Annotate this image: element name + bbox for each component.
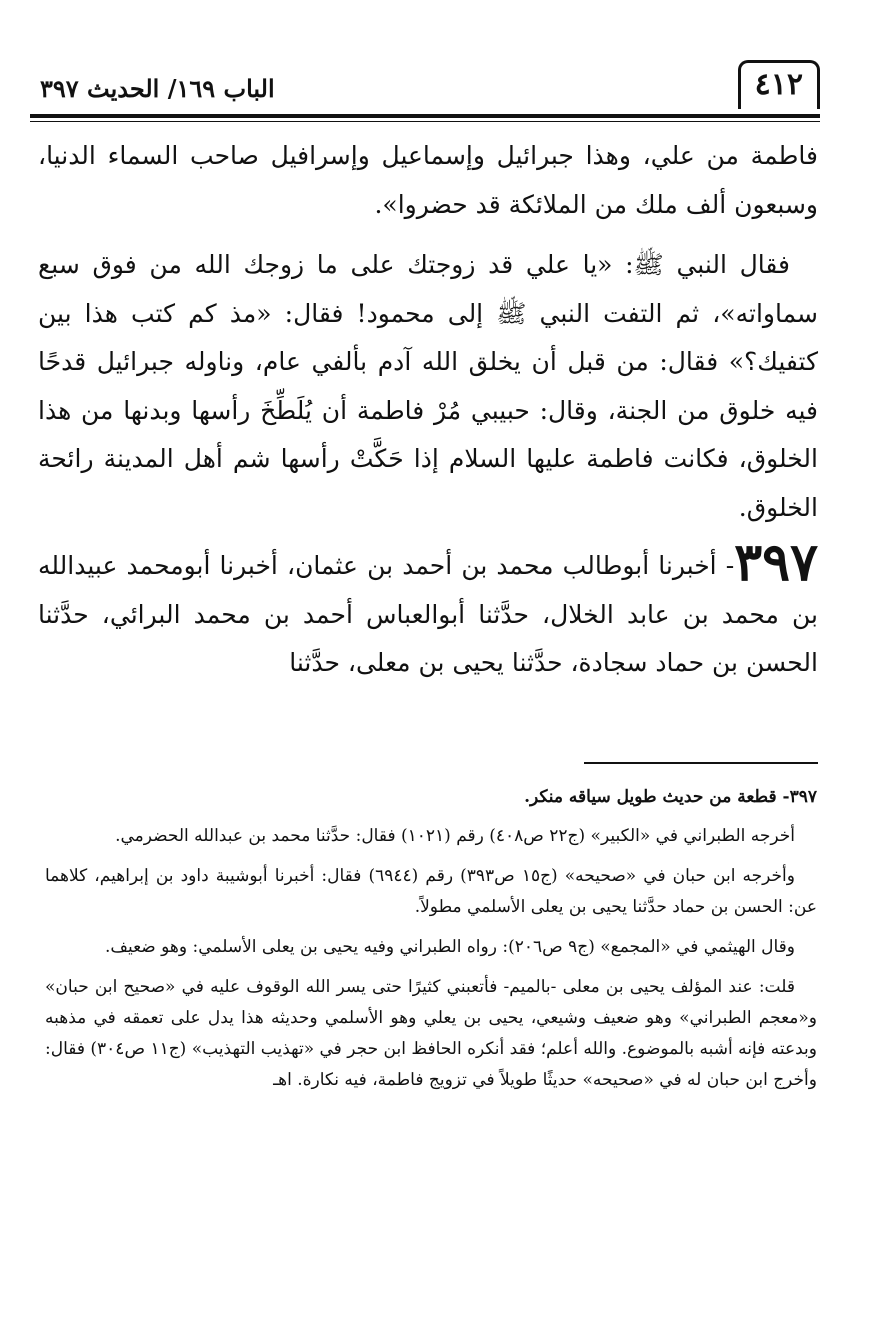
footnote-heading: ٣٩٧- قطعة من حديث طويل سياقه منكر. xyxy=(524,787,817,807)
footnote-4: قلت: عند المؤلف يحيى بن معلى -بالميم- فأتعبني كثيرًا حتى يسر الله الوقوف عليه في «صحيح ابن حبان» و«معجم الطبراني» وهو ضعيف وشيعي، يحيى بن يعلي وهو الأسلمي وحديثه هذا يدل على تعمقه في مذهبه وبدعته فإنه أشبه بالموضوع. والله أعلم؛ فقد أنكره الحافظ ابن حجر في «تهذيب التهذيب» (ج١١ ص٣٠٤) فقال: وأخرج ابن حبان له في «صحيحه» حديثًا طويلاً في تزويج فاطمة، فيه نكارة. اهـ xyxy=(45,977,817,1090)
running-title: الباب ١٦٩/ الحديث ٣٩٧ xyxy=(40,74,275,103)
paragraph-1: فاطمة من علي، وهذا جبرائيل وإسماعيل وإسرافيل صاحب السماء الدنيا، وسبعون ألف ملك من الملائكة قد حضروا». xyxy=(38,141,818,219)
header-rule-thick xyxy=(30,114,820,118)
main-text xyxy=(38,132,818,688)
footnote-1: أخرجه الطبراني في «الكبير» (ج٢٢ ص٤٠٨) رقم (١٠٢١) فقال: حدَّثنا محمد بن عبدالله الحضرمي. xyxy=(115,826,795,846)
paragraph-2: فقال النبي ﷺ: «يا علي قد زوجتك على ما زوجك الله من فوق سبع سماواته»، ثم التفت النبي ﷺ إلى محمود! فقال: «مذ كم كتب هذا بين كتفيك؟» فقال: من قبل أن يخلق الله آدم بألفي عام، وناوله جبرائيل قدحًا فيه خلوق من الجنة، وقال: حبيبي مُرْ فاطمة أن يُلَطِّخَ رأسها وبدنها من هذا الخلوق، فكانت فاطمة عليها السلام إذا حَكَّتْ رأسها شم أهل المدينة رائحة الخلوق. xyxy=(38,250,818,522)
hadith-number: ٣٩٧ xyxy=(734,532,818,593)
footnotes xyxy=(45,782,817,1105)
paragraph-3-container xyxy=(38,532,818,688)
header-rule-thin xyxy=(30,121,820,122)
page-number: ٤١٢ xyxy=(738,60,820,109)
footnote-2: وأخرجه ابن حبان في «صحيحه» (ج١٥ ص٣٩٣) رقم (٦٩٤٤) فقال: أخبرنا أبوشيبة داود بن إبراهيم، كلاهما عن: الحسن بن حماد حدَّثنا يحيى بن يعلى الأسلمي مطولاً. xyxy=(45,866,817,917)
paragraph-3: - أخبرنا أبوطالب محمد بن أحمد بن عثمان، أخبرنا أبومحمد عبيدالله بن محمد بن عابد الخلال، حدَّثنا أبوالعباس أحمد بن محمد البرائي، حدَّثنا الحسن بن حماد سجادة، حدَّثنا يحيى بن معلى، حدَّثنا xyxy=(38,551,818,677)
footnote-rule xyxy=(584,762,818,764)
footnote-3: وقال الهيثمي في «المجمع» (ج٩ ص٢٠٦): رواه الطبراني وفيه يحيى بن يعلى الأسلمي: وهو ضعيف. xyxy=(104,937,795,957)
page-header xyxy=(30,52,820,118)
